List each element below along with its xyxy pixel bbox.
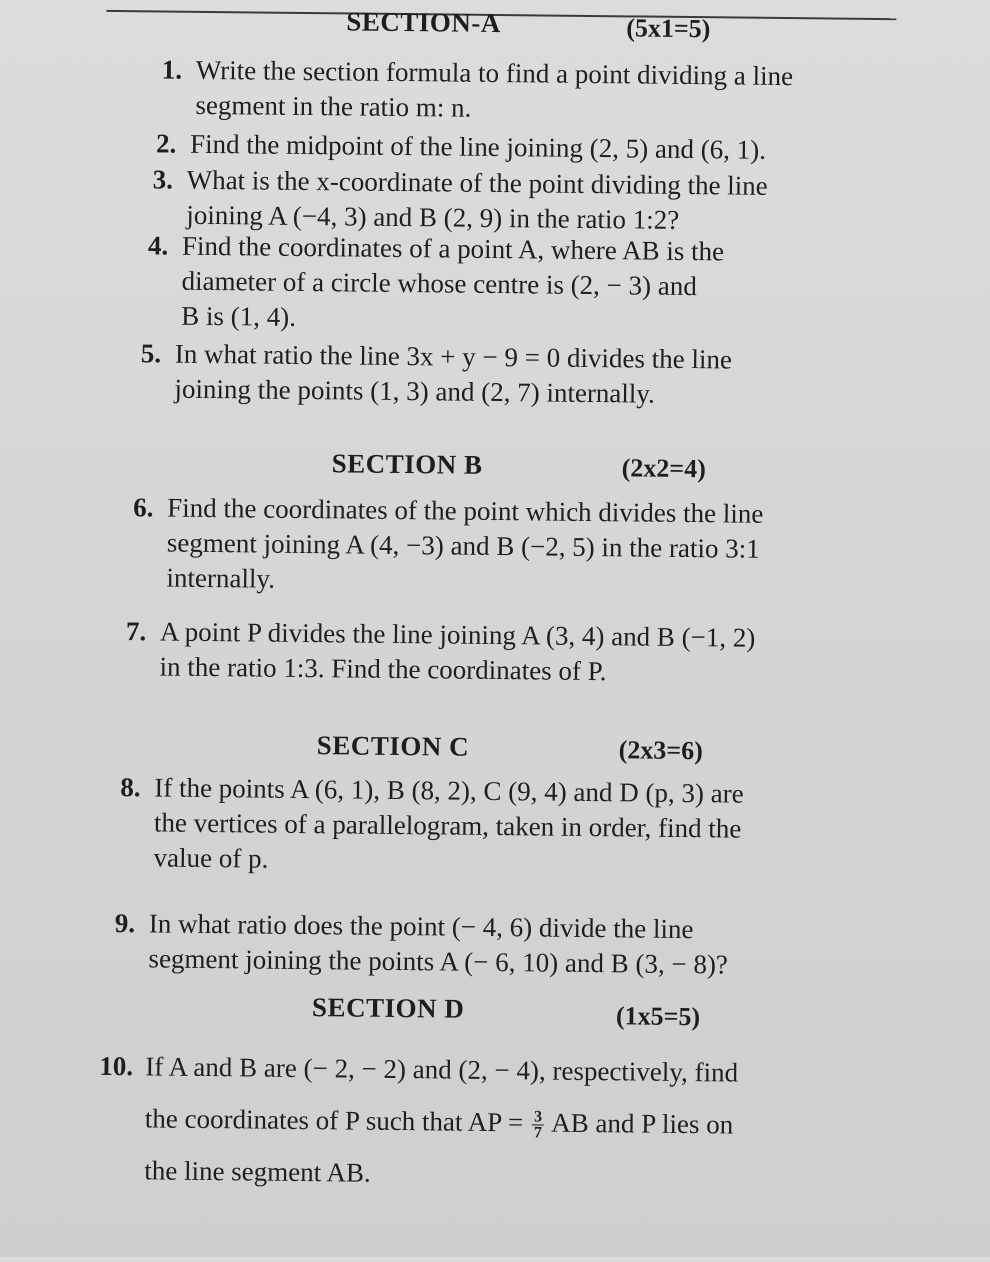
question-line: joining the points (1, 3) and (2, 7) internally. <box>174 373 656 409</box>
question-line: segment joining the points A (− 6, 10) and B (3, − 8)? <box>148 943 729 980</box>
question-text: the coordinates of P such that AP = <box>144 1103 524 1138</box>
section-b-marks: (2x2=4) <box>621 453 706 484</box>
question-line: value of p. <box>153 842 269 874</box>
question-3 <box>152 163 927 241</box>
question-5 <box>140 337 915 415</box>
question-7 <box>125 614 900 692</box>
question-line: If A and B are (− 2, − 2) and (2, − 4), respectively, find <box>145 1051 739 1088</box>
question-line: Find the midpoint of the line joining (2, 5) and (6, 1). <box>189 128 767 165</box>
question-6 <box>133 491 907 604</box>
question-line: Find the coordinates of the point which divides the line <box>167 492 764 529</box>
question-line: If the points A (6, 1), B (8, 2), C (9, 4) and D (p, 3) are <box>154 772 744 809</box>
fraction <box>532 1110 544 1141</box>
question-10 <box>99 1040 886 1204</box>
section-a-title: SECTION-A <box>346 6 502 39</box>
question-line: B is (1, 4). <box>181 300 297 332</box>
question-number: 10. <box>99 1050 134 1082</box>
question-1 <box>161 53 936 131</box>
fraction-denominator: 7 <box>533 1124 542 1142</box>
fraction-numerator: 3 <box>533 1108 543 1126</box>
section-c-title: SECTION C <box>316 730 470 762</box>
question-number: 3. <box>152 164 174 195</box>
question-line: the line segment AB. <box>144 1155 371 1188</box>
question-line: A point P divides the line joining A (3, 4) and B (−1, 2) <box>159 616 756 653</box>
question-number: 4. <box>147 230 169 261</box>
question-line-with-fraction <box>145 1092 886 1152</box>
section-c-marks: (2x3=6) <box>618 735 704 766</box>
question-line: diameter of a circle whose centre is (2, − 3) and <box>181 265 698 302</box>
section-a-marks: (5x1=5) <box>626 13 711 44</box>
question-line: Find the coordinates of a point A, where AB is the <box>181 230 725 267</box>
question-line: In what ratio the line 3x + y − 9 = 0 divides the line <box>174 338 733 375</box>
question-line: What is the x-coordinate of the point dividing the line <box>186 164 768 201</box>
section-d-marks: (1x5=5) <box>615 1001 701 1032</box>
question-number: 7. <box>125 616 147 647</box>
question-line: in the ratio 1:3. Find the coordinates of P. <box>159 651 607 687</box>
question-text: AB and P lies on <box>551 1107 734 1140</box>
question-number: 6. <box>133 492 154 523</box>
question-number: 9. <box>114 908 136 939</box>
question-9 <box>114 906 889 984</box>
question-number: 5. <box>140 338 162 369</box>
question-line: segment in the ratio m: n. <box>195 89 472 123</box>
question-number: 1. <box>161 54 183 85</box>
question-line: internally. <box>166 562 276 594</box>
question-number: 2. <box>155 128 177 159</box>
top-rule <box>106 10 896 20</box>
question-number: 8. <box>120 772 141 803</box>
section-d-title: SECTION D <box>311 992 465 1024</box>
question-line: segment joining A (4, −3) and B (−2, 5) in the ratio 3:1 <box>166 527 760 564</box>
question-4 <box>147 229 922 342</box>
question-line: Write the section formula to find a point dividing a line <box>195 54 794 92</box>
section-b-title: SECTION B <box>331 448 483 480</box>
question-line: the vertices of a parallelogram, taken in order, find the <box>153 807 742 844</box>
question-line: joining A (−4, 3) and B (2, 9) in the ratio 1:2? <box>186 199 680 235</box>
question-line: In what ratio does the point (− 4, 6) divide the line <box>148 908 694 945</box>
question-8 <box>120 770 894 883</box>
